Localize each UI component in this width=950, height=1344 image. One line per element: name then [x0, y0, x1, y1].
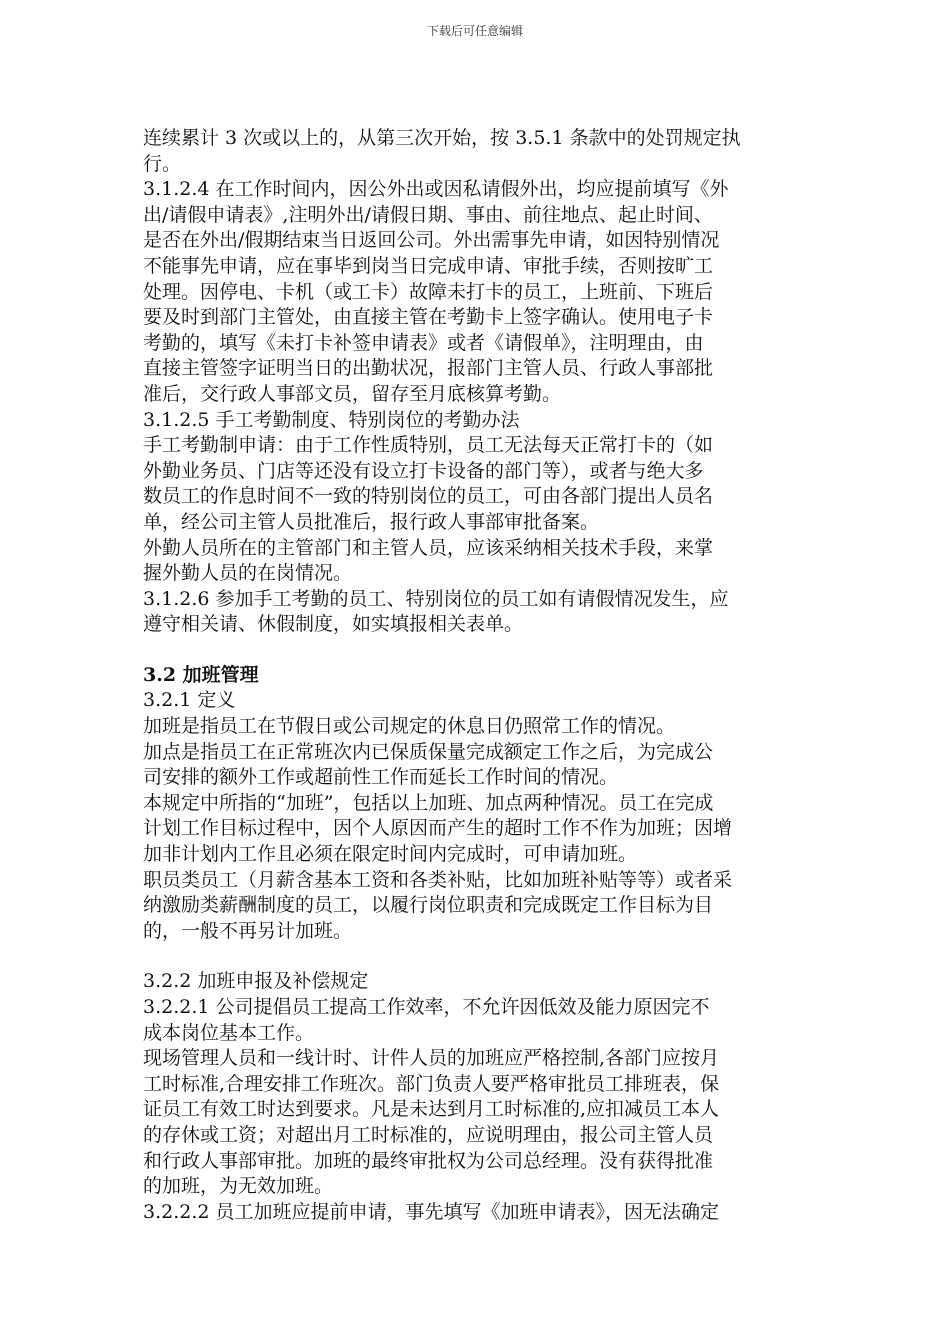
- text-line: 是否在外出/假期结束当日返回公司。外出需事先申请，如因特别情况: [143, 229, 720, 252]
- text-line: 3.2.2.2 员工加班应提前申请，事先填写《加班申请表》，因无法确定: [143, 1200, 720, 1223]
- text-line: 准后，交行政人事部文员，留存至月底核算考勤。: [143, 382, 562, 405]
- text-line: 不能事先申请，应在事毕到岗当日完成申请、审批手续，否则按旷工: [143, 254, 714, 277]
- text-line: 加班是指员工在节假日或公司规定的休息日仍照常工作的情况。: [143, 715, 676, 738]
- text-line: 外勤业务员、门店等还没有设立打卡设备的部门等），或者与绝大多: [143, 459, 704, 482]
- text-line: 的加班，为无效加班。: [143, 1175, 334, 1198]
- text-line: 和行政人事部审批。加班的最终审批权为公司总经理。没有获得批准: [143, 1149, 714, 1172]
- text-line: 处理。因停电、卡机（或工卡）故障未打卡的员工，上班前、下班后: [143, 280, 714, 303]
- text-line: 3.1.2.6 参加手工考勤的员工、特别岗位的员工如有请假情况发生，应: [143, 587, 729, 610]
- text-line: 直接主管签字证明当日的出勤状况，报部门主管人员、行政人事部批: [143, 357, 714, 380]
- text-line: 握外勤人员的在岗情况。: [143, 562, 353, 585]
- text-line: 职员类员工（月薪含基本工资和各类补贴，比如加班补贴等等）或者采: [143, 868, 733, 891]
- text-line: 证员工有效工时达到要求。凡是未达到月工时标准的,应扣减员工本人: [143, 1098, 720, 1121]
- text-line: 3.2.2 加班申报及补偿规定: [143, 970, 369, 993]
- text-line: 手工考勤制申请：由于工作性质特别，员工无法每天正常打卡的（如: [143, 434, 714, 457]
- text-line: 行。: [143, 152, 182, 175]
- text-line: 3.2.1 定义: [143, 689, 236, 712]
- text-line: 数员工的作息时间不一致的特别岗位的员工，可由各部门提出人员名: [143, 485, 714, 508]
- text-line: 加点是指员工在正常班次内已保质保量完成额定工作之后，为完成公: [143, 740, 714, 763]
- text-line: 3.1.2.5 手工考勤制度、特别岗位的考勤办法: [143, 408, 520, 431]
- text-line: 工时标准,合理安排工作班次。部门负责人要严格审批员工排班表，保: [143, 1072, 720, 1095]
- text-line: 出/请假申请表》,注明外出/请假日期、事由、前往地点、起止时间、: [143, 203, 713, 226]
- text-line: 单，经公司主管人员批准后，报行政人事部审批备案。: [143, 510, 600, 533]
- text-line: 连续累计 3 次或以上的，从第三次开始，按 3.5.1 条款中的处罚规定执: [143, 127, 741, 149]
- text-line: 遵守相关请、休假制度，如实填报相关表单。: [143, 613, 524, 636]
- text-line: 的，一般不再另计加班。: [143, 919, 353, 942]
- text-line: 3.1.2.4 在工作时间内，因公外出或因私请假外出，均应提前填写《外: [143, 178, 729, 201]
- text-line: 的存休或工资；对超出月工时标准的，应说明理由，报公司主管人员: [143, 1123, 714, 1146]
- document-body: [143, 126, 833, 1225]
- text-line: 外勤人员所在的主管部门和主管人员，应该采纳相关技术手段，来掌: [143, 536, 714, 559]
- paragraph-gap: [143, 638, 833, 663]
- text-line: 纳激励类薪酬制度的员工，以履行岗位职责和完成既定工作目标为目: [143, 894, 714, 917]
- page-header: 下载后可任意编辑: [426, 24, 523, 38]
- paragraph-gap: [143, 944, 833, 969]
- text-line: 加非计划内工作且必须在限定时间内完成时，可申请加班。: [143, 843, 638, 866]
- text-line: 考勤的，填写《未打卡补签申请表》或者《请假单》，注明理由，由: [143, 331, 704, 354]
- text-line: 本规定中所指的“加班”，包括以上加班、加点两种情况。员工在完成: [143, 791, 714, 814]
- text-line: 3.2.2.1 公司提倡员工提高工作效率，不允许因低效及能力原因完不: [143, 996, 710, 1018]
- text-line: 现场管理人员和一线计时、计件人员的加班应严格控制,各部门应按月: [143, 1047, 720, 1070]
- text-line: 成本岗位基本工作。: [143, 1021, 315, 1044]
- section-heading: 3.2 加班管理: [143, 663, 259, 686]
- text-line: 司安排的额外工作或超前性工作而延长工作时间的情况。: [143, 766, 619, 789]
- text-line: 计划工作目标过程中，因个人原因而产生的超时工作不作为加班；因增: [143, 817, 733, 840]
- text-line: 要及时到部门主管处，由直接主管在考勤卡上签字确认。使用电子卡: [143, 306, 714, 329]
